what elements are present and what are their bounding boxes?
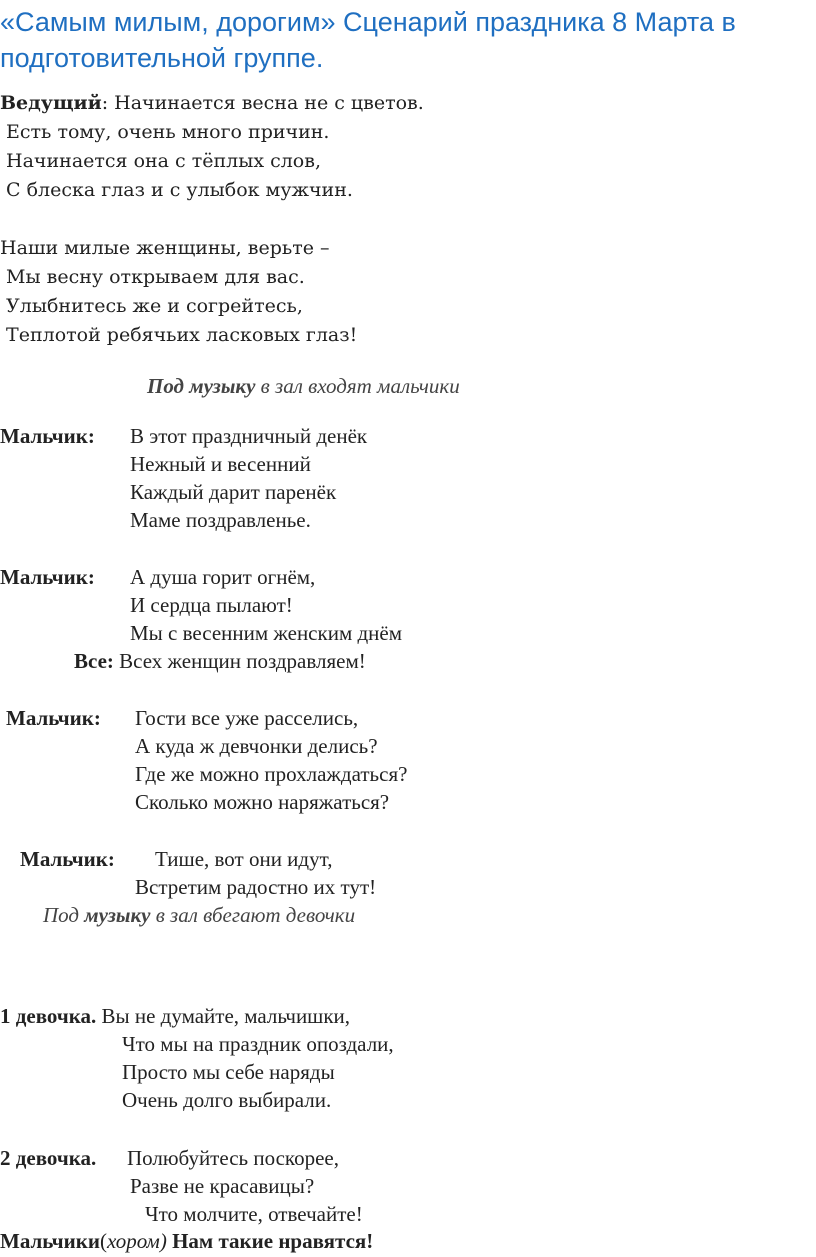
stage-direction — [43, 903, 355, 928]
verse-line: Что мы на праздник опоздали, — [122, 1032, 394, 1056]
verse-line: Очень долго выбирали. — [122, 1088, 332, 1112]
verse-line: Наши милые женщины, верьте – — [0, 237, 330, 259]
paren: ( — [99, 1229, 107, 1253]
verse-text: Всех женщин поздравляем! — [113, 649, 366, 673]
verse-line: Маме поздравленье. — [130, 508, 311, 532]
verse-line: И сердца пылают! — [130, 593, 293, 617]
verse-line: Встретим радостно их тут! — [135, 875, 377, 899]
verse-line — [0, 1004, 350, 1029]
verse-line: Мы весну открываем для вас. — [0, 266, 305, 288]
verse-line: Что молчите, отвечайте! — [145, 1202, 363, 1226]
verse-line — [0, 1229, 373, 1254]
verse-line — [0, 92, 424, 114]
direction-text: в зал входят мальчики — [255, 374, 460, 398]
speaker-label — [0, 424, 95, 449]
direction-bold: Под музыку — [147, 374, 256, 398]
speaker-name: Все: — [74, 649, 114, 673]
verse-text: Вы не думайте, мальчишки, — [96, 1004, 351, 1028]
verse-line: Мы с весенним женским днём — [130, 621, 403, 645]
verse-line: Полюбуйтесь поскорее, — [127, 1146, 339, 1170]
verse-line: Разве не красавицы? — [130, 1174, 315, 1198]
page-title: «Самым милым, дорогим» Сценарий праздника 8 Марта в подготовительной группе. — [0, 7, 736, 73]
verse-line: Сколько можно наряжаться? — [135, 790, 390, 814]
speaker-label — [6, 706, 101, 731]
speaker-label — [0, 565, 95, 590]
speaker-name: Мальчик: — [6, 706, 101, 730]
verse-line: Гости все уже расселись, — [135, 706, 359, 730]
verse-line: А куда ж девчонки делись? — [135, 734, 378, 758]
direction-text: Под — [43, 903, 85, 927]
verse-line: А душа горит огнём, — [130, 565, 316, 589]
stage-direction — [147, 374, 460, 399]
verse-text: : Начинается весна не с цветов. — [101, 92, 424, 114]
verse-line: Нежный и весенний — [130, 452, 311, 476]
verse-line: С блеска глаз и с улыбок мужчин. — [0, 179, 353, 201]
direction-text: в зал вбегают девочки — [150, 903, 356, 927]
speaker-name: 1 девочка. — [0, 1004, 97, 1028]
verse-line: В этот праздничный денёк — [130, 424, 368, 448]
verse-line: Начинается она с тёплых слов, — [0, 150, 321, 172]
speaker-name: Мальчик: — [0, 424, 95, 448]
speaker-name: Мальчики — [0, 1229, 100, 1253]
verse-line: Есть тому, очень много причин. — [0, 121, 330, 143]
verse-line: Тише, вот они идут, — [155, 847, 333, 871]
speaker-name: Мальчик: — [0, 565, 95, 589]
verse-line: Улыбнитесь же и согрейтесь, — [0, 295, 303, 317]
speaker-label — [0, 1146, 96, 1171]
verse-line: Где же можно прохлаждаться? — [135, 762, 408, 786]
speaker-label: Ведущий — [0, 92, 102, 114]
verse-line: Просто мы себе наряды — [122, 1060, 335, 1084]
direction-text: хором) — [106, 1229, 167, 1253]
speaker-name: 2 девочка. — [0, 1146, 97, 1170]
speaker-name: Мальчик: — [20, 847, 115, 871]
direction-bold: музыку — [84, 903, 151, 927]
verse-text: Нам такие нравятся! — [166, 1229, 374, 1253]
verse-line — [74, 649, 366, 674]
verse-line: Теплотой ребячьих ласковых глаз! — [0, 324, 358, 346]
verse-line: Каждый дарит паренёк — [130, 480, 337, 504]
speaker-label — [20, 847, 115, 872]
